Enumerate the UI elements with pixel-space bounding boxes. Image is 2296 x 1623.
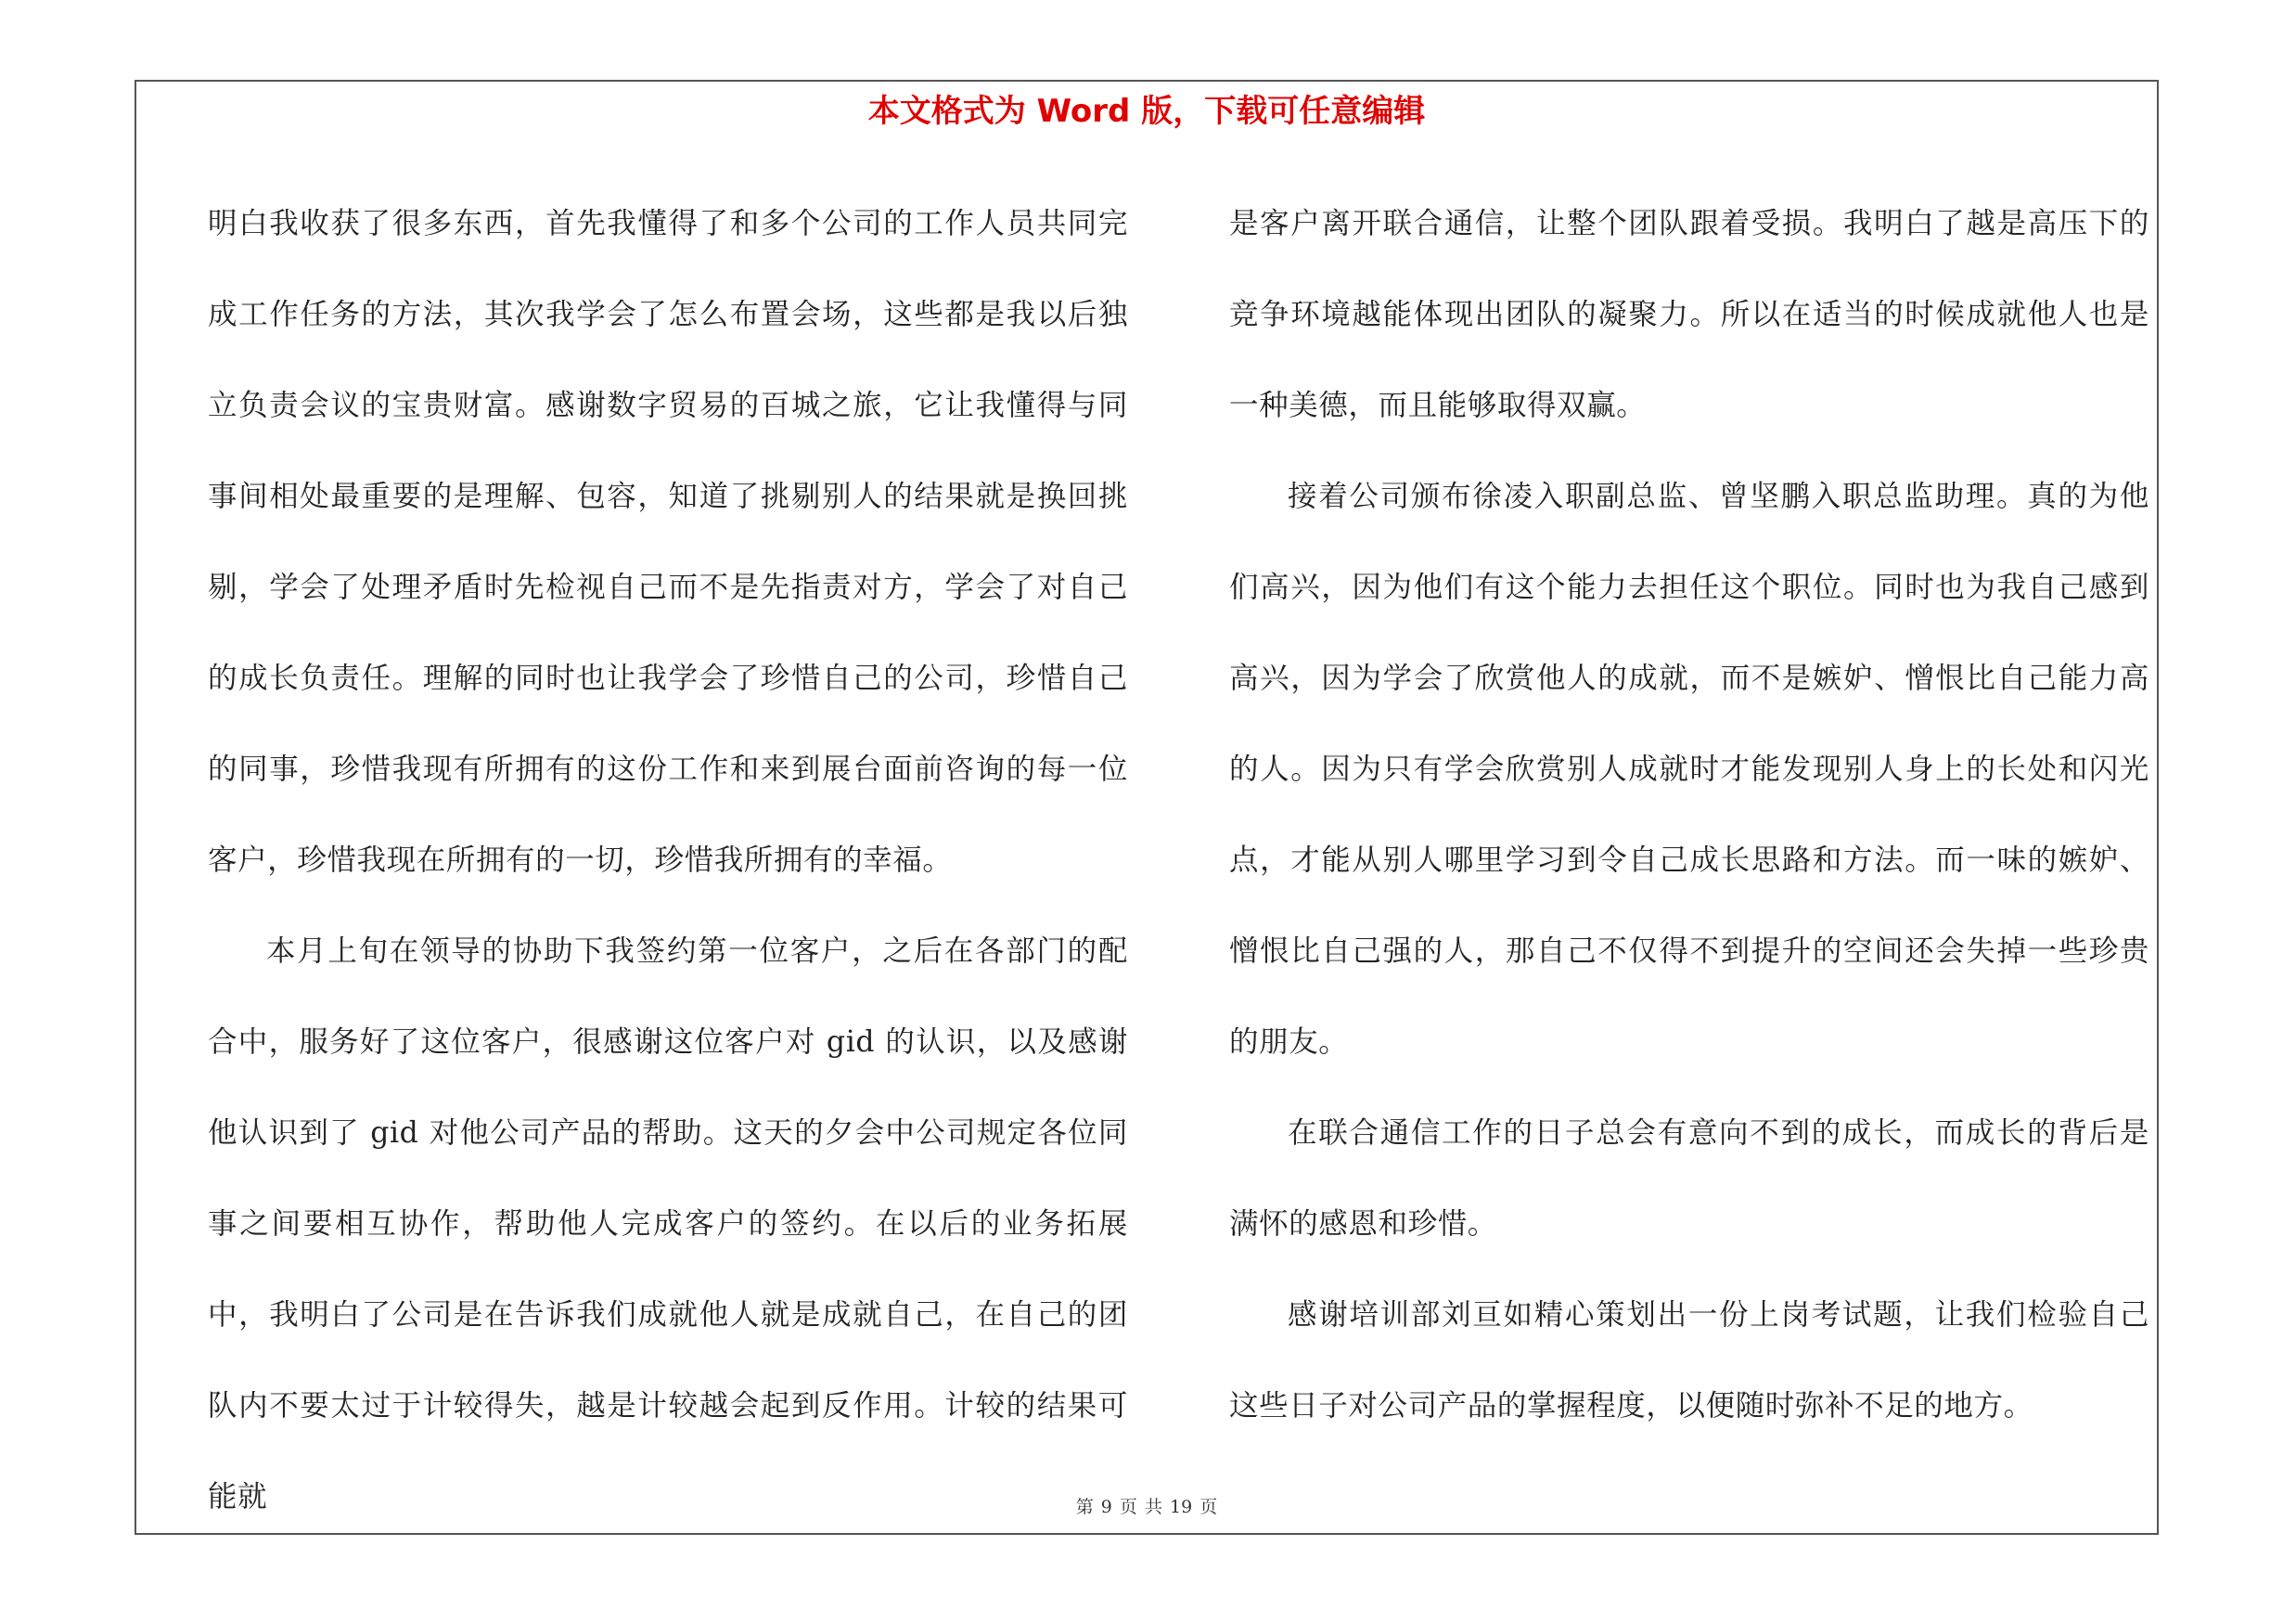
paragraph: 本月上旬在领导的协助下我签约第一位客户，之后在各部门的配合中，服务好了这位客户，很感谢这位客户对 gid 的认识，以及感谢他认识到了 gid 对他公司产品的帮助。这天的夕会中公司规定各位同事之间要相互协作，帮助他人完成客户的签约。在以后的业务拓展中，我明白了公司是在告诉我们成就他人就是成就自己，在自己的团队内不要太过于计较得失，越是计较越会起到反作用。计较的结果可能就 bbox=[208, 934, 1128, 1514]
left-text-column bbox=[208, 178, 1128, 1542]
right-text-column bbox=[1229, 178, 2149, 1451]
page-number-footer: 第 9 页 共 19 页 bbox=[1075, 1497, 1218, 1517]
paragraph: 在联合通信工作的日子总会有意向不到的成长，而成长的背后是满怀的感恩和珍惜。 bbox=[1229, 1116, 2149, 1241]
paragraph: 明白我收获了很多东西，首先我懂得了和多个公司的工作人员共同完成工作任务的方法，其次我学会了怎么布置会场，这些都是我以后独立负责会议的宝贵财富。感谢数字贸易的百城之旅，它让我懂得与同事间相处最重要的是理解、包容，知道了挑剔别人的结果就是换回挑剔，学会了处理矛盾时先检视自己而不是先指责对方，学会了对自己的成长负责任。理解的同时也让我学会了珍惜自己的公司，珍惜自己的同事，珍惜我现有所拥有的这份工作和来到展台面前咨询的每一位客户，珍惜我现在所拥有的一切，珍惜我所拥有的幸福。 bbox=[208, 207, 1128, 877]
paragraph: 是客户离开联合通信，让整个团队跟着受损。我明白了越是高压下的竞争环境越能体现出团队的凝聚力。所以在适当的时候成就他人也是一种美德，而且能够取得双赢。 bbox=[1229, 207, 2149, 422]
document-page bbox=[135, 80, 2159, 1535]
word-format-banner: 本文格式为 Word 版，下载可任意编辑 bbox=[867, 93, 1426, 130]
paragraph: 接着公司颁布徐凌入职副总监、曾坚鹏入职总监助理。真的为他们高兴，因为他们有这个能力去担任这个职位。同时也为我自己感到高兴，因为学会了欣赏他人的成就，而不是嫉妒、憎恨比自己能力高的人。因为只有学会欣赏别人成就时才能发现别人身上的长处和闪光点，才能从别人哪里学习到令自己成长思路和方法。而一味的嫉妒、憎恨比自己强的人，那自己不仅得不到提升的空间还会失掉一些珍贵的朋友。 bbox=[1229, 480, 2149, 1059]
paragraph: 感谢培训部刘亘如精心策划出一份上岗考试题，让我们检验自己这些日子对公司产品的掌握程度，以便随时弥补不足的地方。 bbox=[1229, 1298, 2149, 1423]
